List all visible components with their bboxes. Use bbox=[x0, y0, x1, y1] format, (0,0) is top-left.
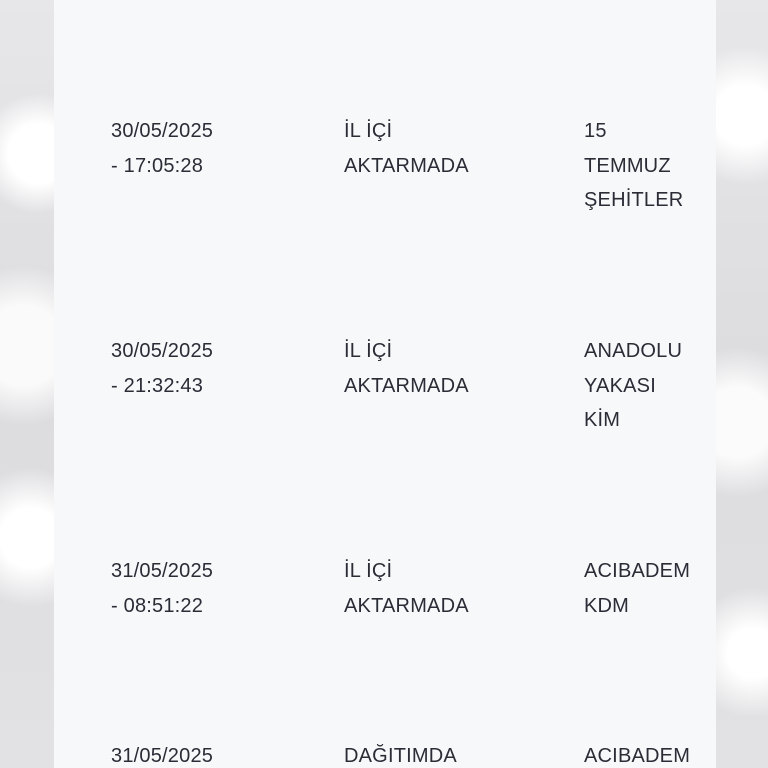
row-location bbox=[584, 554, 712, 623]
row-status-line: AKTARMADA bbox=[344, 594, 469, 617]
row-status-line: AKTARMADA bbox=[344, 154, 469, 177]
row-status-line: İL İÇİ bbox=[344, 340, 393, 362]
row-status-line: DAĞITIMDA bbox=[344, 745, 457, 767]
row-location bbox=[584, 114, 712, 218]
row-status-line: AKTARMADA bbox=[344, 374, 469, 397]
row-status bbox=[344, 739, 544, 768]
row-status bbox=[344, 554, 544, 623]
row-datetime bbox=[111, 739, 311, 768]
row-location-line: TEMMUZ bbox=[584, 154, 671, 177]
row-datetime bbox=[111, 334, 311, 403]
row-status-line: İL İÇİ bbox=[344, 560, 393, 582]
row-location-line: 15 bbox=[584, 120, 607, 142]
row-status bbox=[344, 334, 544, 403]
row-date: 30/05/2025 bbox=[111, 120, 214, 142]
row-location bbox=[584, 739, 712, 768]
row-date: 30/05/2025 bbox=[111, 340, 214, 362]
row-datetime bbox=[111, 554, 311, 623]
row-time: - 17:05:28 bbox=[111, 154, 204, 177]
row-date: 31/05/2025 bbox=[111, 560, 214, 582]
tracking-history-card bbox=[54, 0, 716, 768]
row-location-line: ANADOLU bbox=[584, 340, 683, 362]
row-location-line: YAKASI bbox=[584, 374, 656, 397]
row-datetime bbox=[111, 114, 311, 183]
row-location bbox=[584, 334, 712, 438]
row-location-line: KDM bbox=[584, 594, 630, 617]
row-date: 31/05/2025 bbox=[111, 745, 214, 767]
row-time: - 08:51:22 bbox=[111, 594, 204, 617]
row-location-line: ACIBADEM bbox=[584, 745, 691, 767]
row-status-line: İL İÇİ bbox=[344, 120, 393, 142]
row-location-line: ACIBADEM bbox=[584, 560, 691, 582]
row-time: - 21:32:43 bbox=[111, 374, 204, 397]
row-status bbox=[344, 114, 544, 183]
row-location-line: ŞEHİTLER bbox=[584, 189, 684, 211]
row-location-line: KİM bbox=[584, 409, 621, 431]
